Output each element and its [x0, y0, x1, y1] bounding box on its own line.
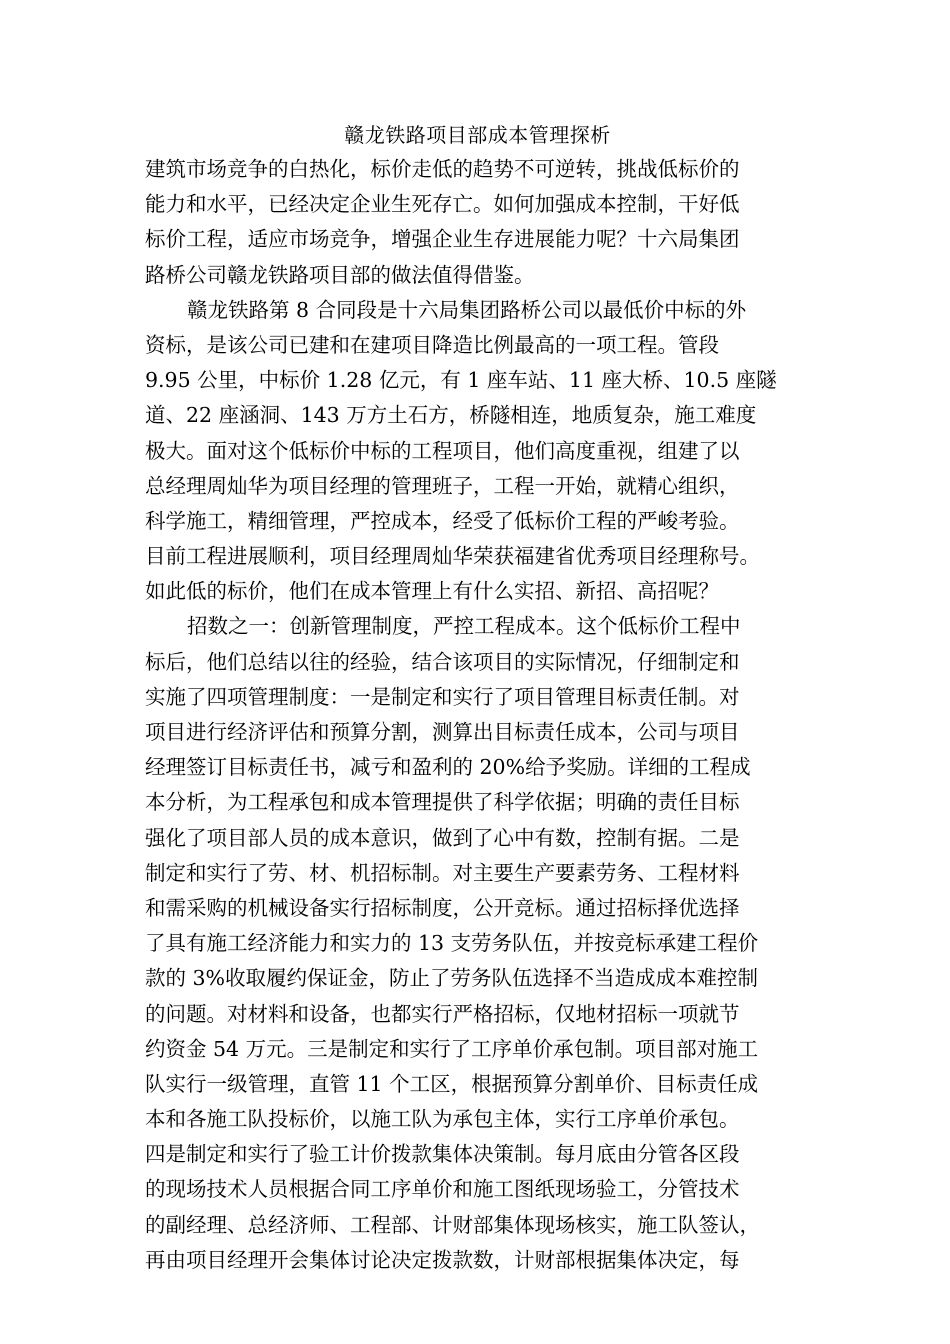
- text-line: 建筑市场竞争的白热化，标价走低的趋势不可逆转，挑战低标价的: [145, 157, 740, 181]
- text-line: 总经理周灿华为项目经理的管理班子，工程一开始，就精心组织，: [145, 473, 740, 498]
- text-line: 标后，他们总结以往的经验，结合该项目的实际情况，仔细制定和: [145, 649, 740, 674]
- text-line: 标价工程，适应市场竞争，增强企业生存进展能力呢？十六局集团: [145, 227, 740, 252]
- text-line: 路桥公司赣龙铁路项目部的做法值得借鉴。: [145, 262, 535, 287]
- text-line: 经理签订目标责任书，减亏和盈利的 20%给予奖励。详细的工程成: [145, 755, 751, 780]
- text-line: 招数之一：创新管理制度，严控工程成本。这个低标价工程中: [187, 614, 741, 639]
- text-line: 科学施工，精细管理，严控成本，经受了低标价工程的严峻考验。: [145, 508, 740, 533]
- text-line: 强化了项目部人员的成本意识，做到了心中有数，控制有据。二是: [145, 825, 740, 850]
- text-line: 约资金 54 万元。三是制定和实行了工序单价承包制。项目部对施工: [145, 1036, 759, 1061]
- text-line: 的现场技术人员根据合同工序单价和施工图纸现场验工，分管技术: [145, 1177, 740, 1202]
- text-line: 了具有施工经济能力和实力的 13 支劳务队伍，并按竞标承建工程价: [145, 931, 759, 956]
- paragraph-lines: [145, 152, 810, 1278]
- text-line: 和需采购的机械设备实行招标制度，公开竞标。通过招标择优选择: [145, 895, 740, 920]
- document-body: [145, 118, 810, 1278]
- text-line: 本分析，为工程承包和成本管理提供了科学依据；明确的责任目标: [145, 790, 740, 815]
- text-line: 资标，是该公司已建和在建项目降造比例最高的一项工程。管段: [145, 332, 719, 357]
- text-line: 队实行一级管理，直管 11 个工区，根据预算分割单价、目标责任成: [145, 1071, 759, 1096]
- text-line: 款的 3%收取履约保证金，防止了劳务队伍选择不当造成成本难控制: [145, 966, 759, 991]
- text-line: 再由项目经理开会集体讨论决定拨款数，计财部根据集体决定，每: [145, 1247, 740, 1272]
- text-line: 9.95 公里，中标价 1.28 亿元，有 1 座车站、11 座大桥、10.5 座隧: [145, 368, 777, 393]
- text-line: 赣龙铁路第 8 合同段是十六局集团路桥公司以最低价中标的外: [187, 297, 747, 322]
- text-line: 的问题。对材料和设备，也都实行严格招标，仅地材招标一项就节: [145, 1001, 740, 1026]
- text-line: 极大。面对这个低标价中标的工程项目，他们高度重视，组建了以: [145, 438, 740, 463]
- text-line: 的副经理、总经济师、工程部、计财部集体现场核实，施工队签认，: [145, 1212, 760, 1237]
- text-line: 本和各施工队投标价，以施工队为承包主体，实行工序单价承包。: [145, 1107, 740, 1132]
- document-title: 赣龙铁路项目部成本管理探析: [344, 123, 611, 147]
- text-line: 制定和实行了劳、材、机招标制。对主要生产要素劳务、工程材料: [145, 860, 740, 885]
- text-line: 能力和水平，已经决定企业生死存亡。如何加强成本控制，干好低: [145, 192, 740, 217]
- text-line: 道、22 座涵洞、143 万方土石方，桥隧相连，地质复杂，施工难度: [145, 403, 757, 428]
- text-line: 四是制定和实行了验工计价拨款集体决策制。每月底由分管各区段: [145, 1142, 740, 1167]
- text-line: 目前工程进展顺利，项目经理周灿华荣获福建省优秀项目经理称号。: [145, 544, 760, 569]
- text-line: 如此低的标价，他们在成本管理上有什么实招、新招、高招呢？: [145, 579, 719, 604]
- text-line: 实施了四项管理制度：一是制定和实行了项目管理目标责任制。对: [145, 684, 740, 709]
- text-line: 项目进行经济评估和预算分割，测算出目标责任成本，公司与项目: [145, 720, 740, 744]
